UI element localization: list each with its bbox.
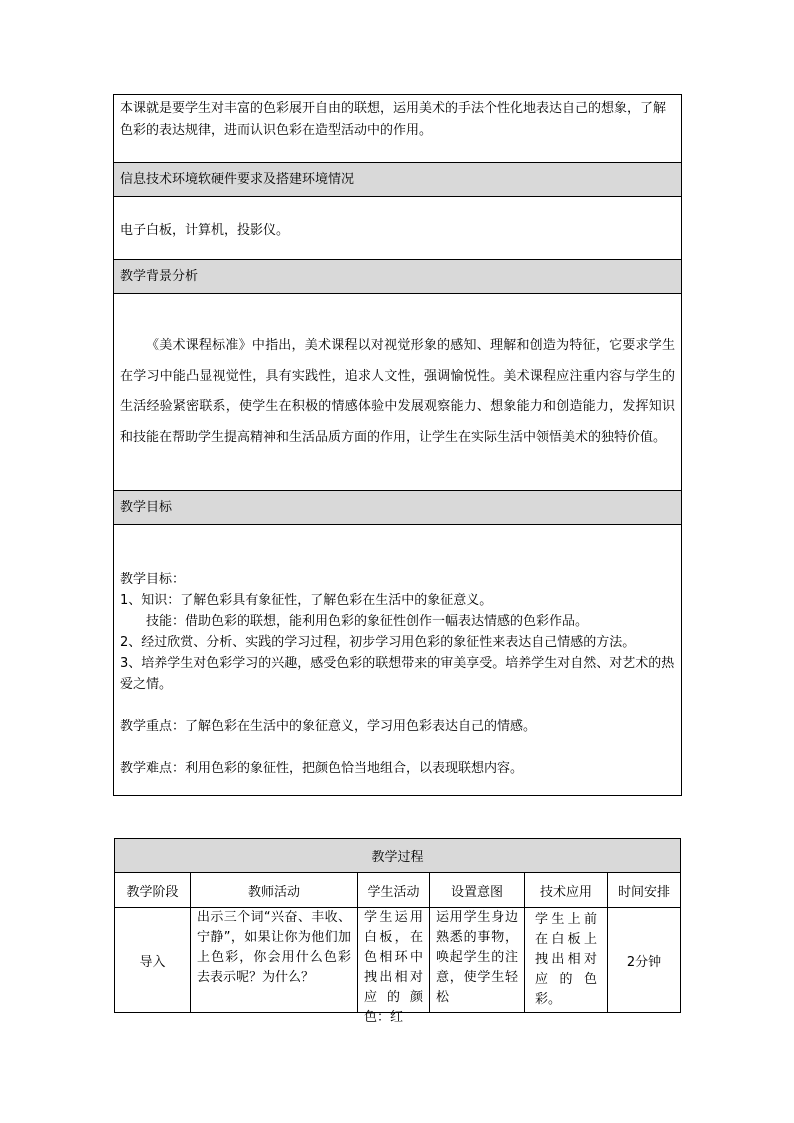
background-text: 《美术课程标准》中指出，美术课程以对视觉形象的感知、理解和创造为特征，它要求学生在学习中能凸显视觉性，具有实践性，追求人文性，强调愉悦性。美术课程应注重内容与学生的生活经验紧密联系，使学生在积极的情感体验中发展观察能力、想象能力和创造能力，发挥知识和技能在帮助学生提高精神和生活品质方面的作用，让学生在实际生活中领悟美术的独特价值。 — [120, 338, 675, 445]
intro-cell — [114, 95, 682, 163]
process-table — [114, 838, 681, 1025]
student-activity-text: 学生运用白板，在色相环中拽出相对应的颜色：红 — [364, 910, 423, 1025]
background-heading: 教学背景分析 — [114, 260, 682, 294]
tech-cell — [525, 908, 608, 1013]
column-header: 技术应用 — [525, 873, 608, 908]
hardware-text: 电子白板，计算机，投影仪。 — [114, 197, 682, 260]
table-row — [115, 908, 681, 1013]
intro-text: 本课就是要学生对丰富的色彩展开自由的联想，运用美术的手法个性化地表达自己的想象，了解色彩的表达规律，进而认识色彩在造型活动中的作用。 — [120, 101, 667, 138]
teacher-activity-text: 出示三个词“兴奋、丰收、宁静”，如果让你为他们加上色彩，你会用什么色彩去表示呢？为什么？ — [197, 910, 351, 985]
goals-label: 教学目标： — [120, 572, 186, 587]
time-cell: 2分钟 — [608, 908, 681, 1013]
column-header: 时间安排 — [608, 873, 681, 908]
stage-cell: 导入 — [115, 908, 191, 1013]
column-header: 学生活动 — [358, 873, 430, 908]
goal-item: 技能：借助色彩的联想，能利用色彩的象征性创作一幅表达情感的色彩作品。 — [146, 614, 589, 629]
column-header: 设置意图 — [430, 873, 525, 908]
student-activity-cell — [358, 908, 430, 1025]
goals-cell — [114, 525, 682, 796]
key-point: 教学重点：了解色彩在生活中的象征意义，学习用色彩表达自己的情感。 — [120, 719, 537, 734]
goal-item: 1、知识：了解色彩具有象征性，了解色彩在生活中的象征意义。 — [120, 593, 493, 608]
goal-item: 2、经过欣赏、分析、实践的学习过程，初步学习用色彩的象征性来表达自己情感的方法。 — [120, 635, 636, 650]
hardware-heading: 信息技术环境软硬件要求及搭建环境情况 — [114, 163, 682, 197]
intent-text: 运用学生身边熟悉的事物，唤起学生的注意，使学生轻松 — [436, 910, 518, 1005]
background-cell — [114, 294, 682, 491]
difficult-point: 教学难点：利用色彩的象征性，把颜色恰当地组合，以表现联想内容。 — [120, 761, 524, 776]
lesson-plan-table — [113, 94, 682, 796]
column-header: 教师活动 — [191, 873, 358, 908]
goal-item: 3、培养学生对色彩学习的兴趣，感受色彩的联想带来的审美享受。培养学生对自然、对艺术的热爱之情。 — [120, 656, 675, 692]
column-header: 教学阶段 — [115, 873, 191, 908]
process-title: 教学过程 — [115, 839, 681, 873]
goals-heading: 教学目标 — [114, 491, 682, 525]
intent-cell — [430, 908, 525, 1013]
teacher-activity-cell — [191, 908, 358, 1013]
tech-text: 学生上前在白板上拽出相对应的色彩。 — [535, 912, 597, 1007]
